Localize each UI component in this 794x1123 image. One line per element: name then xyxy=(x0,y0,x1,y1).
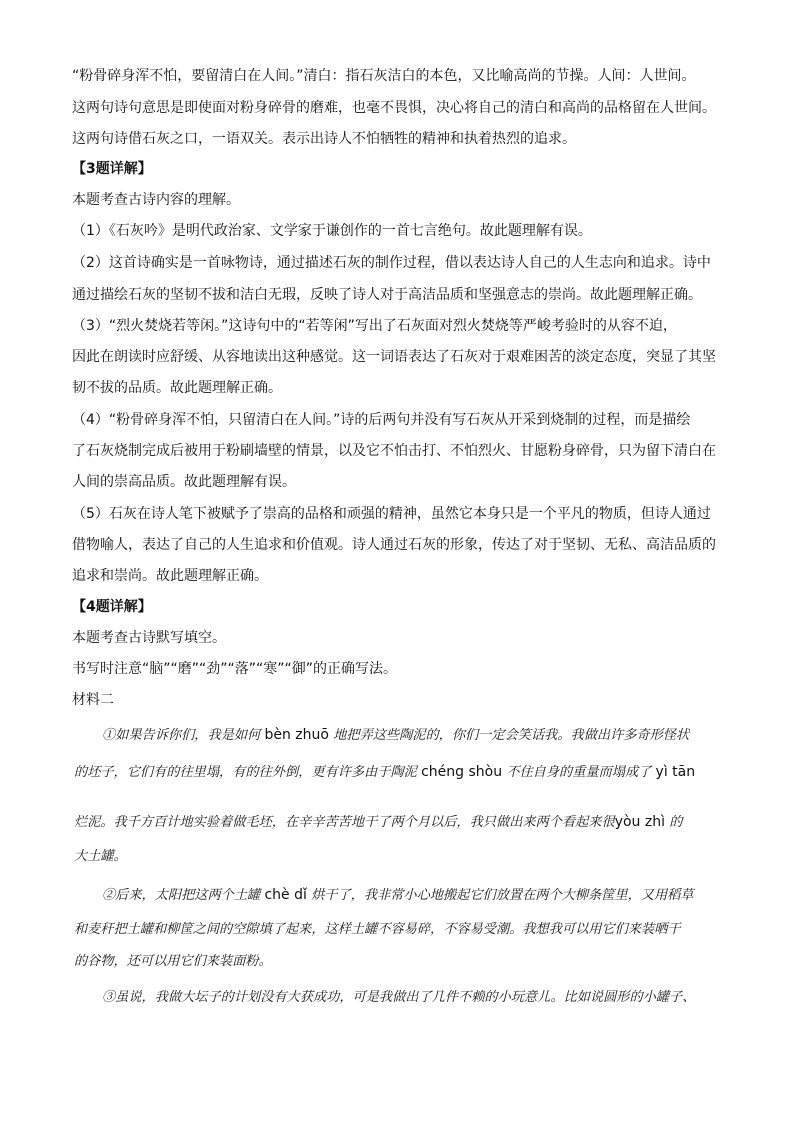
q4-intro: 本题考查古诗默写填空。 xyxy=(72,630,226,646)
q4-heading: 【4题详解】 xyxy=(72,599,152,615)
pinyin-blank: yòu zhì xyxy=(614,814,665,830)
pinyin-blank: chéng shòu xyxy=(421,764,503,780)
material-line xyxy=(102,725,689,746)
pinyin-blank: chè dǐ xyxy=(264,887,307,903)
material-text: 烘干了，我非常小心地搬起它们放置在两个大柳条筐里，又用稻草 xyxy=(311,888,694,903)
material-title: 材料二 xyxy=(72,692,114,708)
material-line: 大土罐。 xyxy=(74,849,127,864)
q3-line: 韧不拔的品质。故此题理解正确。 xyxy=(72,380,282,396)
material-text: 的坯子，它们有的往里塌，有的往外倒，更有许多由于陶泥 xyxy=(74,765,417,780)
material-text: 烂泥。我千方百计地实验着做毛坯，在辛辛苦苦地干了两个月以后，我只做出来两个看起来很 xyxy=(74,815,615,830)
q3-line: 通过描绘石灰的坚韧不拔和洁白无瑕，反映了诗人对于高洁品质和坚强意志的崇尚。故此题理解正确。 xyxy=(72,287,702,303)
material-text: 不住自身的重量而塌成了 xyxy=(506,765,652,780)
material-text: 的 xyxy=(669,815,683,830)
pinyin-blank: yì tān xyxy=(655,764,696,780)
q3-line: 借物喻人，表达了自己的人生追求和价值观。诗人通过石灰的形象，传达了对于坚韧、无私、高洁品质的 xyxy=(72,537,716,553)
q3-line: 因此在朗读时应舒缓、从容地读出这种感觉。这一词语表达了石灰对于艰难困苦的淡定态度，突显了其坚 xyxy=(72,349,716,365)
material-line: 和麦秆把土罐和柳筐之间的空隙填了起来，这样土罐不容易碎，不容易受潮。我想我可以用它们来装晒干 xyxy=(74,922,681,937)
material-line: 的谷物，还可以用它们来装面粉。 xyxy=(74,954,272,969)
q3-line: （5）石灰在诗人笔下被赋予了崇高的品格和顽强的精神，虽然它本身只是一个平凡的物质，但诗人通过 xyxy=(72,506,711,522)
q3-line: 了石灰烧制完成后被用于粉刷墙壁的情景，以及它不怕击打、不怕烈火、甘愿粉身碎骨，只为留下清白在 xyxy=(72,443,716,459)
q3-line: （2）这首诗确实是一首咏物诗，通过描述石灰的制作过程，借以表达诗人自己的人生志向和追求。诗中 xyxy=(72,255,711,271)
material-line xyxy=(74,762,695,783)
q3-line: 追求和崇尚。故此题理解正确。 xyxy=(72,568,268,584)
material-text: 地把弄这些陶泥的，你们一定会笑话我。我做出许多奇形怪状 xyxy=(333,728,690,743)
material-line: ③虽说，我做大坛子的计划没有大获成功，可是我做出了几件不赖的小玩意儿。比如说圆形的小罐子、 xyxy=(102,990,696,1005)
analysis-line: “粉骨碎身浑不怕，要留清白在人间。”清白：指石灰洁白的本色，又比喻高尚的节操。人间：人世间。 xyxy=(72,68,696,84)
q3-line: 人间的崇高品质。故此题理解有误。 xyxy=(72,474,296,490)
q3-line: （1）《石灰吟》是明代政治家、文学家于谦创作的一首七言绝句。故此题理解有误。 xyxy=(72,223,592,239)
q4-note: 书写时注意“脑”“磨”“劲”“落”“寒”“御”的正确写法。 xyxy=(72,661,398,677)
q3-heading: 【3题详解】 xyxy=(72,161,152,177)
material-line xyxy=(74,812,682,833)
analysis-line: 这两句诗借石灰之口，一语双关。表示出诗人不怕牺牲的精神和执着热烈的追求。 xyxy=(72,131,576,147)
q3-intro: 本题考查古诗内容的理解。 xyxy=(72,192,240,208)
material-text: ②后来，太阳把这两个土罐 xyxy=(102,888,261,903)
material-text: ①如果告诉你们，我是如何 xyxy=(102,728,261,743)
q3-line: （4）“粉骨碎身浑不怕，只留清白在人间。”诗的后两句并没有写石灰从开采到烧制的过程，而是描绘 xyxy=(72,412,691,428)
material-line xyxy=(102,885,694,906)
pinyin-blank: bèn zhuō xyxy=(264,727,329,743)
analysis-line: 这两句诗句意思是即使面对粉身碎骨的磨难，也毫不畏惧，决心将自己的清白和高尚的品格留在人世间。 xyxy=(72,100,716,116)
q3-line: （3）“烈火焚烧若等闲。”这诗句中的“若等闲”写出了石灰面对烈火焚烧等严峻考验时的从容不迫， xyxy=(72,318,677,334)
